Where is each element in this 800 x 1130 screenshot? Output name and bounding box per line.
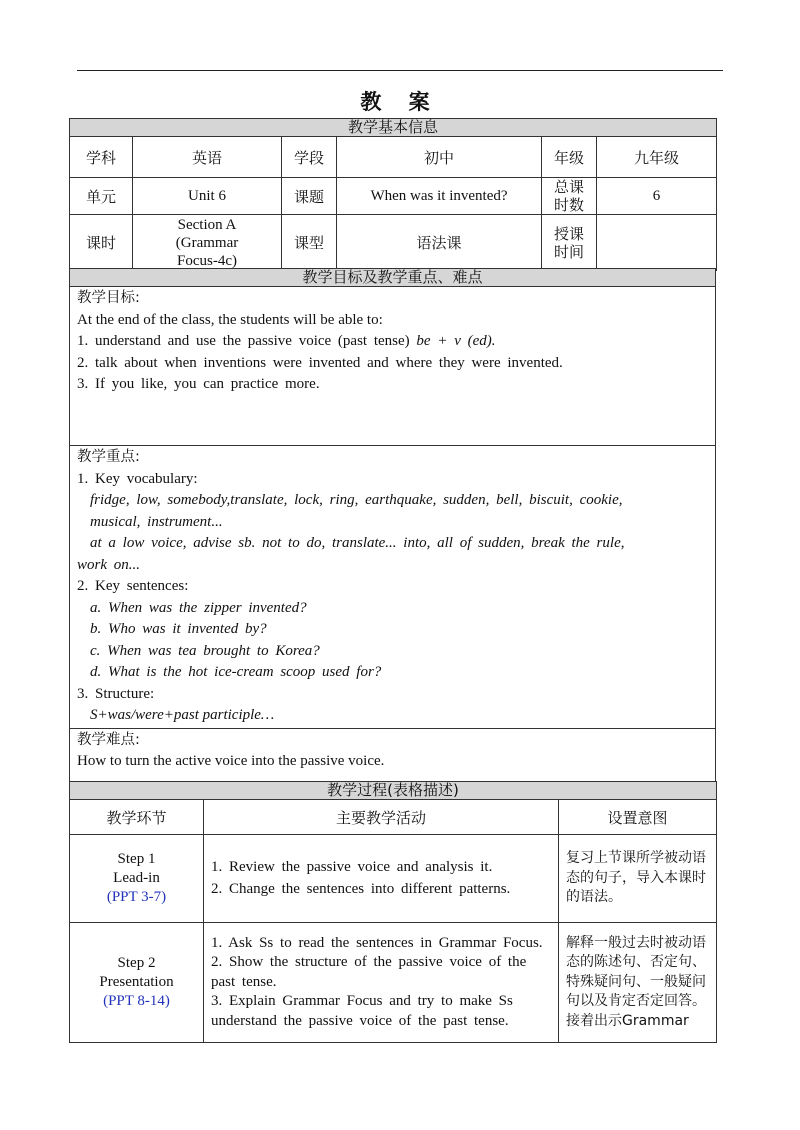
basic-info-table <box>69 118 717 271</box>
step-1-ppt: (PPT 3-7) <box>106 889 167 905</box>
class-time-label-line2: 时间 <box>553 242 584 261</box>
structure-label: 3. Structure: <box>77 685 155 702</box>
step-1-activity-1: 1. Review the passive voice and analysis it. <box>211 859 493 875</box>
key-vocabulary-line-1: fridge, low, somebody,translate, lock, ring, earthquake, sudden, bell, biscuit, cookie, <box>90 492 623 508</box>
lesson-type-value: 语法课 <box>337 215 542 271</box>
process-header: 教学过程(表格描述) <box>70 782 717 800</box>
step-2-ppt: (PPT 8-14) <box>103 993 170 1009</box>
period-value <box>133 215 282 271</box>
step-2-intent: 解释一般过去时被动语态的陈述句、否定句、特殊疑问句、一般疑问句以及肯定否定回答。接着出示Grammar <box>559 923 717 1043</box>
key-vocabulary-line-2: musical, instrument... <box>90 513 223 530</box>
objective-item-1-formula: be + v (ed). <box>416 333 496 349</box>
column-step-header: 教学环节 <box>70 800 204 835</box>
step-1-title: Step 1 <box>117 851 156 867</box>
subject-label: 学科 <box>70 137 133 178</box>
topic-value: When was it invented? <box>337 178 542 215</box>
step-2-name <box>70 923 204 1043</box>
key-phrases-line-1: at a low voice, advise sb. not to do, translate... into, all of sudden, break the rule, <box>90 535 625 551</box>
objectives-table <box>69 268 716 795</box>
column-activity-header: 主要教学活动 <box>204 800 559 835</box>
grade-value: 九年级 <box>597 137 717 178</box>
step-2-activity-2: 2. Show the structure of the passive voice of the past tense. <box>211 954 527 990</box>
lesson-type-label: 课型 <box>282 215 337 271</box>
total-hours-label <box>542 178 597 215</box>
column-intent-header: 设置意图 <box>559 800 717 835</box>
period-value-line1: Section A <box>177 216 237 233</box>
stage-label: 学段 <box>282 137 337 178</box>
grade-label: 年级 <box>542 137 597 178</box>
key-vocabulary-label: 1. Key vocabulary: <box>77 470 198 487</box>
step-1-activity-2: 2. Change the sentences into different patterns. <box>211 880 511 897</box>
key-phrases-line-2: work on... <box>77 556 140 573</box>
objective-item-3: 3. If you like, you can practice more. <box>77 376 320 392</box>
step-1-subtitle: Lead-in <box>113 870 160 886</box>
step-1-name <box>70 835 204 923</box>
top-rule <box>77 70 723 71</box>
key-points-cell <box>70 446 716 729</box>
step-2-title: Step 2 <box>117 955 156 971</box>
stage-value: 初中 <box>337 137 542 178</box>
key-sentence-a: a. When was the zipper invented? <box>90 599 307 616</box>
step-1-activities <box>204 835 559 923</box>
period-label: 课时 <box>70 215 133 271</box>
document-title: 教 案 <box>360 90 440 114</box>
subject-value: 英语 <box>133 137 282 178</box>
objectives-cell <box>70 287 716 446</box>
unit-value: Unit 6 <box>133 178 282 215</box>
total-hours-label-line2: 时数 <box>553 196 584 214</box>
objective-item-1-text: 1. understand and use the passive voice (past tense) <box>77 333 410 349</box>
topic-label: 课题 <box>282 178 337 215</box>
step-2-activity-3: 3. Explain Grammar Focus and try to make Ss understand the passive voice of the past tense. <box>211 993 513 1029</box>
difficulties-label: 教学难点: <box>77 731 140 748</box>
class-time-value <box>597 215 717 271</box>
objectives-label: 教学目标: <box>77 290 140 306</box>
total-hours-value: 6 <box>597 178 717 215</box>
process-table <box>69 781 717 1043</box>
class-time-label <box>542 215 597 271</box>
objectives-intro: At the end of the class, the students will be able to: <box>77 311 383 328</box>
key-sentence-c: c. When was tea brought to Korea? <box>90 642 320 659</box>
basic-info-header: 教学基本信息 <box>70 119 717 137</box>
total-hours-label-line1: 总课 <box>553 178 584 196</box>
difficulties-text: How to turn the active voice into the passive voice. <box>77 753 385 769</box>
objectives-header: 教学目标及教学重点、难点 <box>70 269 716 287</box>
period-value-line2: (Grammar <box>175 234 239 251</box>
objective-item-2: 2. talk about when inventions were invented and where they were invented. <box>77 354 563 371</box>
step-2-subtitle: Presentation <box>99 974 174 990</box>
class-time-label-line1: 授课 <box>553 224 584 243</box>
unit-label: 单元 <box>70 178 133 215</box>
key-sentences-label: 2. Key sentences: <box>77 578 189 594</box>
step-1-intent: 复习上节课所学被动语态的句子，导入本课时的语法。 <box>559 835 717 923</box>
key-sentence-b: b. Who was it invented by? <box>90 621 267 637</box>
structure-formula: S+was/were+past participle… <box>90 707 275 723</box>
step-2-activity-1: 1. Ask Ss to read the sentences in Grammar Focus. <box>211 934 543 951</box>
objective-item-1 <box>77 331 708 353</box>
step-2-activities <box>204 923 559 1043</box>
key-points-label: 教学重点: <box>77 449 140 465</box>
period-value-line3: Focus-4c) <box>177 252 237 269</box>
key-sentence-d: d. What is the hot ice-cream scoop used for? <box>90 664 382 680</box>
